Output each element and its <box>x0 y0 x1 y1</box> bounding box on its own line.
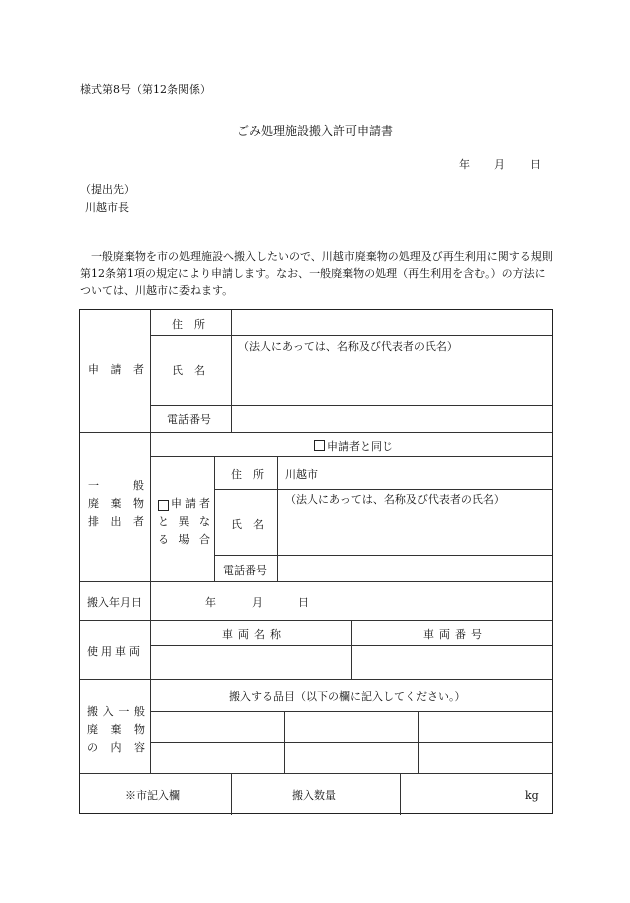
different-label-char: 者 <box>199 497 210 510</box>
form-number: 様式第8号（第12条関係） <box>80 83 211 96</box>
waste-content-header: 搬入する品目（以下の欄に記入してください。） <box>229 690 466 703</box>
vehicle-number-field[interactable] <box>352 646 552 679</box>
waste-label-char: 物 <box>134 723 145 736</box>
vehicle-name-header: 車両名称 <box>222 628 286 641</box>
discharger-label-char: 者 <box>133 515 144 528</box>
different-label-char: 申 <box>171 497 182 510</box>
date-day-label: 日 <box>530 158 541 171</box>
waste-label-char: 搬 <box>87 705 98 718</box>
waste-label-char: 内 <box>110 741 122 754</box>
date-year-label: 年 <box>459 158 470 171</box>
waste-label-char: 般 <box>133 705 145 718</box>
vehicle-name-field[interactable] <box>151 646 350 679</box>
different-label-char: 異 <box>178 515 190 528</box>
different-label-char: 合 <box>199 533 210 546</box>
delivery-date-field[interactable] <box>151 582 552 620</box>
waste-label-char: 一 <box>118 705 130 718</box>
discharger-label-char: 出 <box>110 515 122 528</box>
delivery-date-day: 日 <box>298 596 309 609</box>
applicant-address-label: 住 所 <box>172 318 205 331</box>
discharger-label-char: 般 <box>133 479 144 492</box>
recipient-label: （提出先） <box>80 183 135 196</box>
discharger-label-char: 物 <box>133 497 144 510</box>
different-label-char: る <box>158 533 169 546</box>
waste-label-char: 廃 <box>87 723 98 736</box>
waste-label-char: 棄 <box>110 723 122 736</box>
discharger-section-label <box>88 477 144 531</box>
discharger-name-note: （法人にあっては、名称及び代表者の氏名） <box>285 493 505 506</box>
waste-label-char: の <box>87 741 98 754</box>
different-label-char: 請 <box>185 497 196 510</box>
waste-item-cell[interactable] <box>151 712 283 741</box>
discharger-label-char: 廃 <box>88 497 99 510</box>
waste-label-char: 入 <box>102 705 114 718</box>
application-form-table <box>79 309 553 814</box>
different-from-applicant-label <box>158 495 210 549</box>
same-as-applicant-option[interactable] <box>314 438 393 454</box>
quantity-label: 搬入数量 <box>292 789 336 802</box>
discharger-phone-label: 電話番号 <box>223 564 267 577</box>
applicant-phone-label: 電話番号 <box>167 413 211 426</box>
discharger-label-char: 一 <box>88 479 99 492</box>
delivery-date-label: 搬入年月日 <box>87 596 142 609</box>
city-use-label: ※市記入欄 <box>125 789 180 802</box>
same-as-applicant-label: 申請者と同じ <box>327 440 393 453</box>
applicant-label-char: 申 <box>88 363 99 376</box>
discharger-phone-field[interactable] <box>278 556 552 581</box>
discharger-label-char: 排 <box>88 515 99 528</box>
discharger-address-value[interactable]: 川越市 <box>285 468 318 481</box>
applicant-label-char: 請 <box>110 363 122 376</box>
discharger-name-label: 氏 名 <box>231 518 264 531</box>
applicant-name-field[interactable] <box>232 354 552 404</box>
applicant-name-label: 氏 名 <box>172 364 205 377</box>
date-month-label: 月 <box>494 158 505 171</box>
waste-label-char: 容 <box>134 741 145 754</box>
discharger-address-label: 住 所 <box>231 468 264 481</box>
discharger-label-char: 棄 <box>110 497 122 510</box>
same-as-applicant-checkbox[interactable] <box>314 440 325 451</box>
page-title: ごみ処理施設搬入許可申請書 <box>237 124 394 138</box>
waste-item-cell[interactable] <box>419 743 552 773</box>
waste-item-cell[interactable] <box>285 712 417 741</box>
discharger-name-field[interactable] <box>278 506 552 554</box>
vehicle-label: 使用車両 <box>87 645 143 658</box>
delivery-date-month: 月 <box>252 596 263 609</box>
recipient-name: 川越市長 <box>85 201 129 214</box>
waste-content-label <box>87 703 145 757</box>
different-label-char: と <box>158 515 169 528</box>
different-label-char: な <box>199 515 210 528</box>
applicant-section-label <box>88 361 144 379</box>
applicant-name-note: （法人にあっては、名称及び代表者の氏名） <box>238 340 458 353</box>
quantity-unit: kg <box>525 789 539 802</box>
applicant-address-field[interactable] <box>232 310 552 335</box>
vehicle-number-header: 車両番号 <box>423 628 487 641</box>
intro-paragraph: 一般廃棄物を市の処理施設へ搬入したいので、川越市廃棄物の処理及び再生利用に関する規則第12条第1項の規定により申請します。なお、一般廃棄物の処理（再生利用を含む。）の方法については、川越市に委ねます。 <box>80 250 553 297</box>
waste-item-cell[interactable] <box>285 743 417 773</box>
different-label-char: 場 <box>178 533 190 546</box>
delivery-date-year: 年 <box>205 596 216 609</box>
waste-item-cell[interactable] <box>151 743 283 773</box>
applicant-label-char: 者 <box>133 363 144 376</box>
waste-item-cell[interactable] <box>419 712 552 741</box>
applicant-phone-field[interactable] <box>232 406 552 432</box>
